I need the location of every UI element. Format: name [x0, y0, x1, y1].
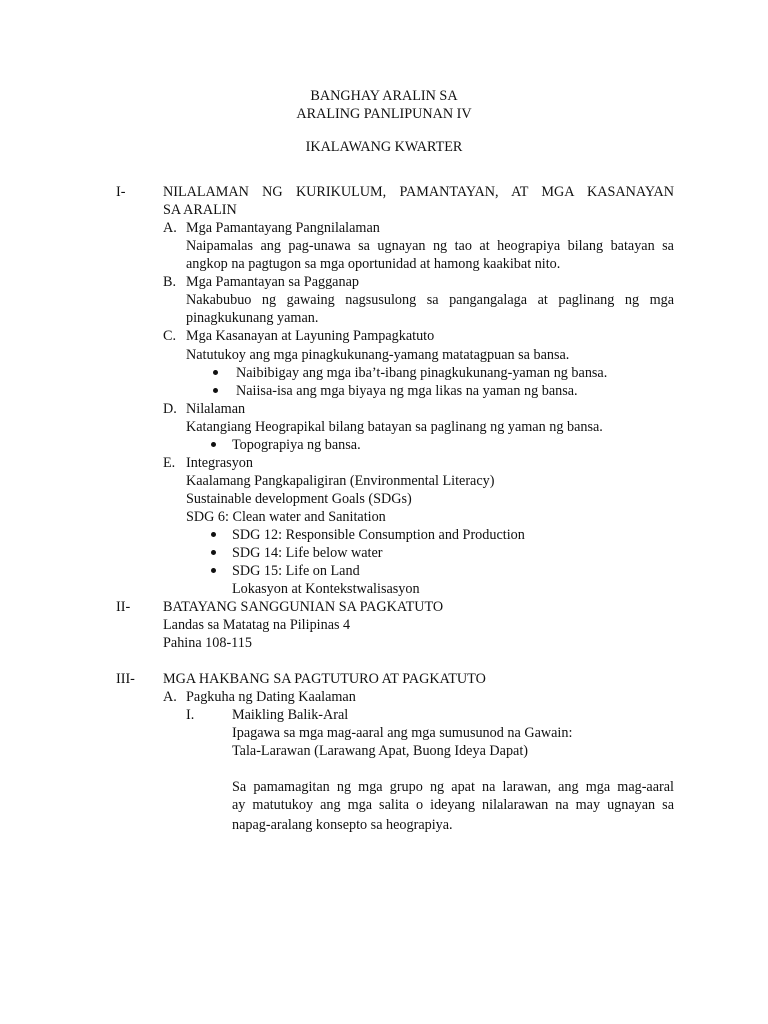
section3-a-sub-para-line3: napag-aralang konsepto sa heograpiya. — [232, 817, 453, 833]
section1-c-bullet-1: Naibibigay ang mga iba’t-ibang pinagkukunang-yaman ng bansa. — [236, 365, 608, 381]
section1-c-bullet-2: Naiisa-isa ang mga biyaya ng mga likas na yaman ng bansa. — [236, 383, 578, 399]
section2-heading: BATAYANG SANGGUNIAN SA PAGKATUTO — [163, 599, 444, 615]
bullet-icon — [211, 550, 216, 555]
section1-e-bullet-1: SDG 12: Responsible Consumption and Production — [232, 527, 525, 543]
section1-e-line-1: Kaalamang Pangkapaligiran (Environmental Literacy) — [186, 473, 495, 489]
section1-heading-line1: NILALAMAN NG KURIKULUM, PAMANTAYAN, AT MGA KASANAYAN — [163, 184, 674, 200]
section3-a-sub-line-1: Ipagawa sa mga mag-aaral ang mga sumusunod na Gawain: — [232, 725, 573, 741]
section1-d-text: Katangiang Heograpikal bilang batayan sa paglinang ng yaman ng bansa. — [186, 419, 603, 435]
section1-e-line-2: Sustainable development Goals (SDGs) — [186, 491, 412, 507]
section3-numeral: III- — [116, 671, 135, 687]
quarter-heading: IKALAWANG KWARTER — [305, 139, 463, 155]
section1-e-line-3: SDG 6: Clean water and Sanitation — [186, 509, 386, 525]
section3-a-sub-label: Maikling Balik-Aral — [232, 707, 349, 723]
section1-a-letter: A. — [163, 220, 177, 236]
section3-heading: MGA HAKBANG SA PAGTUTURO AT PAGKATUTO — [163, 671, 486, 687]
document-title-line1: BANGHAY ARALIN SA — [310, 88, 458, 104]
section2-numeral: II- — [116, 599, 131, 615]
section1-d-letter: D. — [163, 401, 177, 417]
section1-e-letter: E. — [163, 455, 176, 471]
section3-a-sub-line-2: Tala-Larawan (Larawang Apat, Buong Ideya Dapat) — [232, 743, 529, 759]
section1-b-label: Mga Pamantayan sa Pagganap — [186, 274, 359, 290]
document-title-line2: ARALING PANLIPUNAN IV — [296, 106, 472, 122]
section1-e-extra: Lokasyon at Kontekstwalisasyon — [232, 581, 420, 597]
section1-d-label: Nilalaman — [186, 401, 246, 417]
bullet-icon — [211, 532, 216, 537]
section3-a-sub-para-line2: ay matutukoy ang mga salita o ideyang nilalarawan na may ugnayan sa — [232, 797, 674, 813]
section1-e-label: Integrasyon — [186, 455, 253, 471]
bullet-icon — [213, 388, 218, 393]
section3-a-label: Pagkuha ng Dating Kaalaman — [186, 689, 356, 705]
section1-c-letter: C. — [163, 328, 177, 344]
section1-d-bullet-1: Topograpiya ng bansa. — [232, 437, 361, 453]
section1-heading-line2: SA ARALIN — [163, 202, 237, 218]
section1-b-letter: B. — [163, 274, 177, 290]
section2-line-1: Landas sa Matatag na Pilipinas 4 — [163, 617, 351, 633]
section2-line-2: Pahina 108-115 — [163, 635, 252, 651]
section3-a-sub-numeral: I. — [186, 707, 195, 723]
section1-c-text: Natutukoy ang mga pinagkukunang-yamang matatagpuan sa bansa. — [186, 347, 570, 363]
section3-a-letter: A. — [163, 689, 177, 705]
section1-a-text-line1: Naipamalas ang pag-unawa sa ugnayan ng tao at heograpiya bilang batayan sa — [186, 238, 674, 254]
section1-a-label: Mga Pamantayang Pangnilalaman — [186, 220, 380, 236]
section1-e-bullet-3: SDG 15: Life on Land — [232, 563, 360, 579]
section1-c-label: Mga Kasanayan at Layuning Pampagkatuto — [186, 328, 435, 344]
bullet-icon — [213, 370, 218, 375]
section1-e-bullet-2: SDG 14: Life below water — [232, 545, 383, 561]
bullet-icon — [211, 442, 216, 447]
section1-numeral: I- — [116, 184, 126, 200]
section1-b-text-line1: Nakabubuo ng gawaing nagsusulong sa pangangalaga at paglinang ng mga — [186, 292, 674, 308]
section1-a-text-line2: angkop na pagtugon sa mga oportunidad at hamong kaakibat nito. — [186, 256, 561, 272]
section1-b-text-line2: pinagkukunang yaman. — [186, 310, 319, 326]
bullet-icon — [211, 568, 216, 573]
section3-a-sub-para-line1: Sa pamamagitan ng mga grupo ng apat na larawan, ang mga mag-aaral — [232, 779, 674, 795]
